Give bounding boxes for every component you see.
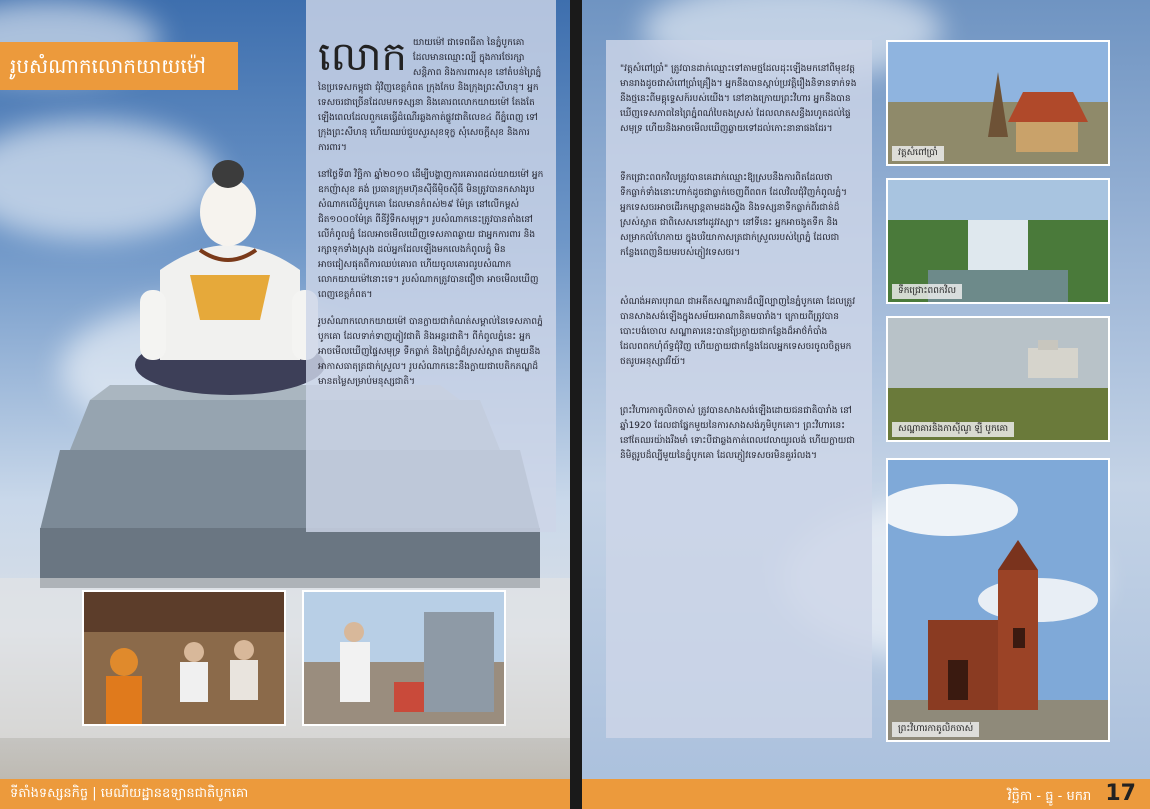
- left-page: [0, 0, 570, 809]
- page-title: រូបសំណាកលោកយាយម៉ៅ: [0, 42, 238, 90]
- footer-issue: វិច្ឆិកា - ធ្នូ - មករា: [1007, 789, 1092, 804]
- paragraph: រូបសំណាកលោកយាយម៉ៅ បានក្លាយជាកំណត់សម្គាល់នៃទេសភាពភ្នំបូកគោ ដែលទាក់ទាញភ្ញៀវជាតិ និងអន្តរជាតិ។ ពីកំពូលភ្នំនេះ អ្នកអាចមើលឃើញផ្ទៃសមុទ្រ ទឹកធ្លាក់ និងព្រៃភ្នំដ៏ស្រស់ស្អាត ជាមួយនឹងអាកាសធាតុត្រជាក់ស្រួល។ រូបសំណាកនេះនឹងក្លាយជាបេតិកភណ្ឌដ៏មានតម្លៃសម្រាប់មនុស្សជាតិ។: [318, 317, 543, 387]
- footer-text: ទីតាំងទស្សនកិច្ច | មេណីយដ្ឋានឧទ្យានជាតិបូកគោ: [10, 786, 249, 801]
- pagoda-photo: [886, 40, 1110, 166]
- page-number: 17: [1105, 781, 1136, 806]
- offering-illustration: [304, 592, 504, 724]
- ceremony-illustration: [84, 592, 284, 724]
- church-photo: [886, 458, 1110, 742]
- photo-caption: ព្រះវិហារកាតូលិកចាស់: [892, 722, 979, 737]
- paragraph-text: យាយម៉ៅ ជាទេពធីតា នៃភ្នំបូកគោ ដែលមានឈ្មោះល្បី ក្នុងការថែរក្សាសន្តិភាព និងការពារសុខ នៅតំបន់ព្រៃភ្នំ នៃប្រទេសកម្ពុជា ជុំវិញខេត្តកំពត ក្រុងកែប និងក្រុងព្រះសីហនុ។ អ្នកទេសចរជាច្រើនដែលមកទស្សនា និងគោរពលោកយាយម៉ៅ តែងតែឡើងពេលដែលពួកគេធ្វើដំណើរឆ្លងកាត់ផ្លូវជាតិលេខ៤ ពីភ្នំពេញ ទៅក្រុងព្រះសីហនុ ហើយឈប់ជួបសួរសុខទុក្ខ សុំសេចក្តីសុខ និងការការពារ។: [318, 38, 542, 153]
- photo-caption: ទឹកជ្រោះពពកវិល: [892, 284, 962, 299]
- paragraph: សំណង់អគារបុរាណ ជាអតីតសណ្ឋាគារដ៏ល្បីល្បាញនៃភ្នំបូកគោ ដែលត្រូវបានសាងសង់ឡើងក្នុងសម័យអាណានិគមបារាំង។ ក្រោយពីត្រូវបានបោះបង់ចោល សណ្ឋាគារនេះបានប្រែក្លាយជាកន្លែងដ៏អាថ៌កំបាំង ដែលពពកហុំព័ទ្ធជុំវិញ ហើយក្លាយជាកន្លែងដែលអ្នកទេសចរចូលចិត្តមកថតរូបអនុស្សាវរីយ៍។: [620, 297, 856, 367]
- ceremony-photo: [82, 590, 286, 726]
- article-text-panel: [306, 0, 556, 532]
- photo-caption: សណ្ឋាគារនិងកាស៊ីណូ ឡឺ បូកគោ: [892, 422, 1014, 437]
- offering-photo: [302, 590, 506, 726]
- right-footer: [582, 779, 1150, 809]
- paragraph: ទឹកជ្រោះពពកវិលត្រូវបានគេដាក់ឈ្មោះឱ្យស្របនឹងការពិតដែលថាទឹកធ្លាក់ទាំងនោះហាក់ដូចជាធ្លាក់ចេញពីពពក ដែលវិលជុំវិញកំពូលភ្នំ។ អ្នកទេសចរអាចដើរកម្សាន្តតាមដងស្ទឹង និងទស្សនាទឹកធ្លាក់ពីរជាន់ដ៏ស្រស់ស្អាត ជាពិសេសនៅរដូវវស្សា។ នៅទីនេះ អ្នកអាចងូតទឹក និងសម្រាកលំហែកាយ ក្នុងបរិយាកាសត្រជាក់ស្រួលរបស់ព្រៃភ្នំ ដែលជាកន្លែងពេញនិយមរបស់ភ្ញៀវទេសចរ។: [620, 173, 847, 258]
- hotel-photo: [886, 316, 1110, 442]
- church-illustration: [888, 460, 1108, 740]
- paragraph: [318, 36, 544, 156]
- article-text-panel: [606, 40, 872, 738]
- paragraph: "វត្តសំពៅប្រាំ" ត្រូវបានដាក់ឈ្មោះទៅតាមថ្មដែលដុះឡើងមកនៅពីមុខវត្ត មានរាងដូចជាសំពៅប្រាំគ្រឿង។ អ្នកនឹងបានស្តាប់ប្រវត្តិរឿងនិទានទាក់ទងនឹងថ្មនេះពីមគ្គុទ្ទេសក៍របស់យើង។ នៅខាងក្រោយព្រះវិហារ អ្នកនឹងបានឃើញទេសភាពនៃព្រៃភ្នំពណ៌បៃតងស្រស់ ដែលលាតសន្ធឹងរហូតដល់ផ្ទៃសមុទ្រ ហើយនិងអាចមើលឃើញឆ្ងាយទៅដល់កោះនានាផងដែរ។: [620, 64, 857, 134]
- photo-caption: វត្តសំពៅប្រាំ: [892, 146, 944, 161]
- paragraph: នៅថ្ងៃទី៣ វិច្ឆិកា ឆ្នាំ២០១០ ដើម្បីបង្ហាញការគោរពដល់យាយម៉ៅ អ្នកឧកញ៉ាសុខ គង់ ប្រធានក្រុមហ៊ុនស៊ីធីម៉ិចស៊ីធី មិនត្រូវបានកសាងរូបសំណាកលើភ្នំបូកគោ ដែលមានកំពស់២៩ ម៉ែត្រ នៅលើកម្ពស់ជិត១០០០ម៉ែត្រ ពីនីវ៉ូទឹកសមុទ្រ។ រូបសំណាកនេះត្រូវបានតាំងនៅលើកំពូលភ្នំ ដែលអាចមើលឃើញទេសភាពឆ្ងាយ ជាអ្នកការពារ និងរក្សាទុកទាំងស្រុង ដល់អ្នកដែលឡើងមកលេងកំពូលភ្នំ មិនអាចជៀសផុតពីការឈប់គោរព ហើយចូលគោរពរូបសំណាក លោកយាយម៉ៅនោះទេ។ រូបសំណាកត្រូវបានជឿថា អាចមើលឃើញពេញខេត្តកំពត។: [318, 170, 544, 300]
- left-footer: [0, 779, 570, 809]
- right-page: [582, 0, 1150, 809]
- paragraph: ព្រះវិហារកាតូលិកចាស់ ត្រូវបានសាងសង់ឡើងដោយជនជាតិបារាំង នៅឆ្នាំ1920 ដែលជាផ្នែកមួយនៃការសាងសង់ភូមិបូកគោ។ ព្រះវិហារនេះនៅតែឈរយ៉ាងរឹងមាំ ទោះបីជាឆ្លងកាត់ពេលវេលាយូរលង់ ហើយក្លាយជានិមិត្តរូបដ៏ល្បីមួយនៃភ្នំបូកគោ ដែលភ្ញៀវទេសចរមិនគួររំលង។: [620, 406, 855, 461]
- waterfall-photo: [886, 178, 1110, 304]
- dropcap: លោក: [318, 34, 407, 80]
